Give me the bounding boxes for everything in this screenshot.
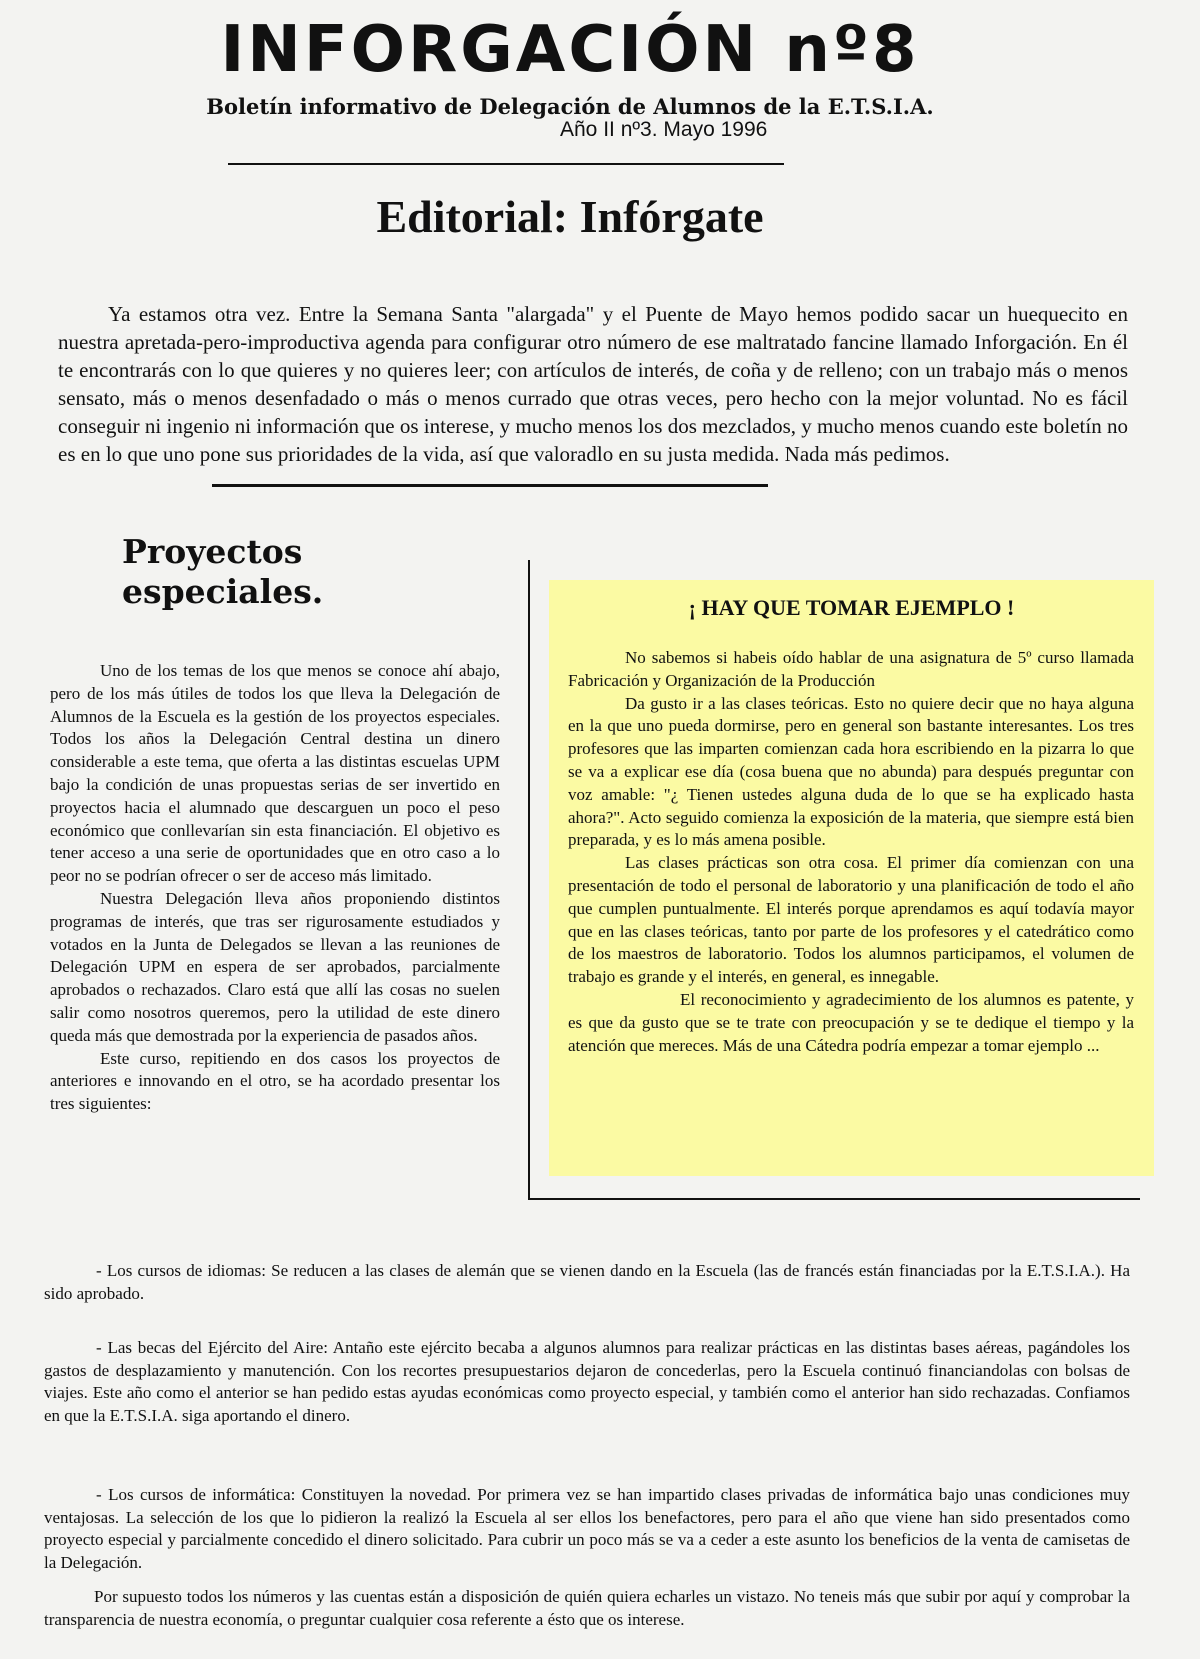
editorial-bottom-rule (212, 484, 768, 487)
editorial-body: Ya estamos otra vez. Entre la Semana Santa "alargada" y el Puente de Mayo hemos podido sacar un huequecito en nuestra apretada-pero-improductiva agenda para configurar otro número de ese maltratado fancine llamado Inforgación. En él te encontrarás con lo que quieres y no quieres leer; con artículos de interés, de coña y de relleno; con un trabajo más o menos sensato, más o menos desenfadado o más o menos currado que otras veces, pero hecho con la mejor voluntad. No es fácil conseguir ni ingenio ni información que os interese, y mucho menos los dos mezclados, y mucho menos cuando este boletín no es en lo que uno pone sus prioridades de la vida, así que valoradlo en su justa medida. Nada más pedimos. (58, 302, 1128, 466)
proyectos-column (50, 660, 500, 1116)
editorial-title: Editorial: Infórgate (376, 191, 764, 242)
proyecto-item-informatica: - Los cursos de informática: Constituyen la novedad. Por primera vez se han impartido clases privadas de informática bajo unas condiciones muy ventajosas. La selección de los que lo pidieron la realizó la Escuela al ser ellos los benefactores, pero para el año que viene han sido presentados como proyecto especial y parcialmente concedido el dinero solicitado. Para cubrir un poco más se va a ceder a este asunto los beneficios de la venta de camisetas de la Delegación. (44, 1485, 1130, 1572)
proyectos-paragraph-2: Nuestra Delegación lleva años proponiendo distintos programas de interés, que tras ser rigurosamente estudiados y votados en la Junta de Delegados se llevan a las reuniones de Delegación UPM en espera de ser aprobados, parcialmente aprobados o rechazados. Claro está que allí las cosas no suelen salir como nosotros queremos, pero la utilidad de este dinero queda más que demostrada por la experiencia de pasados años. (50, 888, 500, 1045)
issue-info: Año II nº3. Mayo 1996 (560, 118, 768, 141)
proyecto-item-idiomas: - Los cursos de idiomas: Se reducen a las clases de alemán que se vienen dando en la Escuela (las de francés están financiadas por la E.T.S.I.A.). Ha sido aprobado. (44, 1261, 1130, 1303)
masthead-title: INFORGACIÓN nº8 (220, 13, 920, 87)
proyectos-paragraph-1: Uno de los temas de los que menos se conoce ahí abajo, pero de los más útiles de todos los que lleva la Delegación de Alumnos de la Escuela es la gestión de los proyectos especiales. Todos los años la Delegación Central destina un dinero considerable a este tema, que oferta a las distintas escuelas UPM bajo la condición de unas propuestas serias de ser invertido en proyectos hacia el alumnado que descarguen un poco el peso económico que conllevarían sin esta financiación. El objetivo es tener acceso a una serie de oportunidades que en otro caso a lo peor no se podrían ofrecer o ser de acceso más limitado. (50, 661, 500, 886)
proyectos-closing: Por supuesto todos los números y las cuentas están a disposición de quién quiera echarles un vistazo. No teneis más que subir por aquí y comprobar la transparencia de nuestra economía, o preguntar cualquier cosa referente a ésto que os interese. (44, 1587, 1130, 1629)
editorial-top-rule (228, 163, 784, 165)
masthead-subtitle: Boletín informativo de Delegación de Alumnos de la E.T.S.I.A. (206, 94, 934, 119)
proyectos-title (122, 532, 323, 612)
proyectos-title-line1: Proyectos (122, 532, 303, 571)
proyectos-paragraph-3: Este curso, repitiendo en dos casos los proyectos de anteriores e innovando en el otro, se ha acordado presentar los tres siguientes: (50, 1048, 500, 1114)
proyecto-item-becas: - Las becas del Ejército del Aire: Antaño este ejército becaba a algunos alumnos para realizar prácticas en las distintas bases aéreas, pagándoles los gastos de desplazamiento y manutención. Con los recortes presupuestarios dejaron de concederlas, pero la Escuela continuó financiandolas con bolsas de viajes. Este año como el anterior se han pedido estas ayudas económicas como proyecto especial, y también como el anterior han sido rechazadas. Confiamos en que la E.T.S.I.A. siga aportando el dinero. (44, 1338, 1130, 1425)
ejemplo-title: ¡ HAY QUE TOMAR EJEMPLO ! (688, 595, 1015, 620)
ejemplo-body (568, 647, 1134, 1057)
ejemplo-paragraph-1: No sabemos si habeis oído hablar de una asignatura de 5º curso llamada Fabricación y Organización de la Producción (568, 648, 1134, 690)
box-bottom-rule (528, 1198, 1140, 1200)
ejemplo-paragraph-4: El reconocimiento y agradecimiento de los alumnos es patente, y es que da gusto que se te trate con preocupación y se te dedique el tiempo y la atención que mereces. Más de una Cátedra podría empezar a tomar ejemplo ... (568, 989, 1134, 1055)
ejemplo-paragraph-3: Las clases prácticas son otra cosa. El primer día comienzan con una presentación de todo el personal de laboratorio y una planificación de todo el año que cumplen puntualmente. El interés porque aprendamos es aquí todavía mayor que en las clases teóricas, tanto por parte de los profesores y el catedrático como de los maestros de laboratorio. Todos los alumnos participamos, el volumen de trabajo es grande y el interés, en general, es innegable. (568, 853, 1134, 987)
column-divider (528, 560, 530, 1200)
ejemplo-paragraph-2: Da gusto ir a las clases teóricas. Esto no quiere decir que no haya alguna en la que uno pueda dormirse, pero en general son bastante interesantes. Los tres profesores que las imparten comienzan cada hora escribiendo en la pizarra lo que se va a explicar ese día (cosa buena que no abunda) para después preguntar con voz amable: "¿ Tienen ustedes alguna duda de lo que se ha explicado hasta ahora?". Acto seguido comienza la exposición de la materia, que siempre está bien preparada, y es lo más amena posible. (568, 693, 1134, 850)
proyectos-title-line2: especiales. (122, 572, 324, 611)
